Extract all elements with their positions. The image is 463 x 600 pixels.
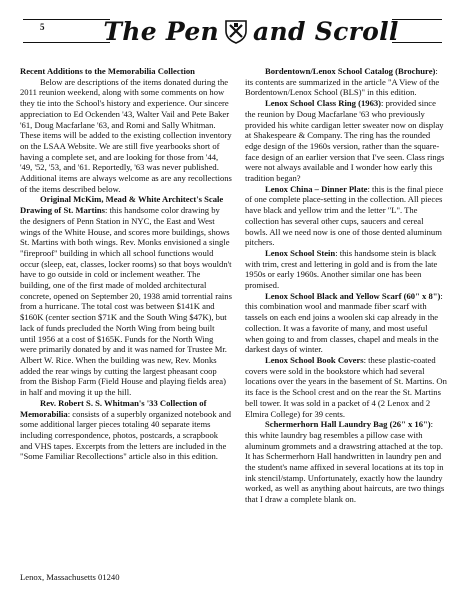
item-text: : this handsome stein is black with trim, crest and lettering in gold and is from the late 1950s or early 1960s. Another similar one has been promised. [245, 247, 438, 291]
item-text: : its contents are summarized in the article "A View of the Bordentown/Lenox School (BLS)" in this edition. [245, 66, 440, 98]
intro-paragraph: Below are descriptions of the items donated during the 2011 reunion weekend, along with some comments on how they tie into the School's history and experience. Our sincere appreciation to Ed Ockenden '43, Walter Vail and Pete Baker '61, Doug Macfarlane '63, and Romi and Sally Whitman. These items will be added to the existing collection inventory on the LSAA Website. We are still five yearbooks short of having a complete set, and are looking for those from '44, '49, '52, '53, and '61. Reportedly, '63 was never published. Additional items are always welcome as are any recollections of the items described below. [20, 76, 232, 194]
item-catalog [245, 66, 447, 98]
item-scarf [245, 291, 447, 355]
item-stein [245, 248, 447, 291]
section-heading: Recent Additions to the Memorabilia Collection [20, 66, 195, 76]
item-laundry-bag [245, 419, 447, 505]
item-book-covers [245, 355, 447, 419]
item-title: Lenox School Black and Yellow Scarf (60" x 8") [265, 290, 441, 301]
masthead-rule-bottom-right [392, 42, 442, 43]
item-title: Rev. Robert S. S. Whitman's '33 Collection of Memorabilia [20, 397, 207, 419]
item-title: Lenox China – Dinner Plate [265, 183, 368, 194]
item-whitman-collection [20, 398, 232, 462]
item-title: Lenox School Stein [265, 247, 336, 258]
title-left: The Pen [103, 16, 220, 46]
item-architect-drawing [20, 194, 232, 397]
title-right: and Scroll [253, 16, 399, 46]
item-text: : this combination wool and manmade fiber scarf with tassels on each end joins a woolen ski cap already in the collection. It was a favorite of many, and most useful when going to and from classes, chapel and meals in the darkest days of winter. [245, 290, 443, 355]
shield-crest-icon [223, 18, 249, 44]
masthead-rule-bottom-left [23, 42, 110, 43]
item-title: Bordentown/Lenox School Catalog (Brochure) [265, 66, 436, 76]
item-text: : provided since the reunion by Doug Macfarlane '63 who previously provided his white cardigan letter sweater now on display at Shakespeare & Company. The ring has the rounded edge design of the 1960s version, rather than the square-face design of an earlier version that I've seen. Class rings were not always available and I wonder how early this tradition began? [245, 98, 445, 184]
item-title: Original McKim, Mead & White Architect's Scale Drawing of St. Martins [20, 194, 224, 216]
item-text: : this is the final piece of one complete place-setting in the collection. All pieces have black and yellow trim and the letter "L". The collection has several other cups, saucers and cereal bowls. All we need now is one of those dented aluminum pitchers. [245, 183, 444, 248]
item-title: Lenox School Book Covers [265, 354, 364, 365]
item-class-ring [245, 98, 447, 184]
newsletter-title [103, 12, 399, 50]
masthead-rule-top-left [23, 19, 110, 20]
page-number: 5 [40, 22, 45, 32]
item-title: Lenox School Class Ring (1963) [265, 98, 382, 109]
masthead-rule-top-right [392, 19, 442, 20]
item-dinner-plate [245, 184, 447, 248]
item-text: : these plastic-coated covers were sold in the bookstore which had several locations over the years in the basement of St. Martins. On its face is the School crest and on the rear the St. Martins bell tower. It was sold in a packet of 4 (2 Lenox and 2 Elmira College) for 39 cents. [245, 354, 447, 419]
item-text: : this handsome color drawing by the designers of Penn Station in NYC, the East and West wings of the White House, and scores more buildings, shows St. Martins with both wings. Rev. Monks envisioned a single "fireproof" building in which all school functions would occur (sleep, eat, classes, locker rooms) so that boys wouldn't have to go outside in cold or inclement weather. The building, one of the first made of molded architectural concrete, opened on September 20, 1938 amid torrential rains from a hurricane. The total cost was between $141K and $160K (center section $71K and the South Wing $47K), but lack of funds precluded the North Wing from being built until 1956 at a cost of $165K. Funds for the North Wing were primarily donated by and it was named for Trustee Mr. Albert W. Rice. When the building was new, Rev. Monks added the rear wings by cutting the largest pheasant coop from the Bishop Farm (Field House and playing fields area) in half and moving it up the hill. [20, 205, 232, 398]
item-text: : this white laundry bag resembles a pillow case with aluminum grommets and a drawstring attached at the top. It has Schermerhorn Hall handwritten in laundry pen and the student's name affixed in several locations at its top in ink stencil/stamp. Unfortunately, exactly how the laundry worked, as well as anything about haircuts, are two things that I draw a complete blank on. [245, 419, 445, 505]
left-column [20, 66, 232, 462]
right-column [245, 66, 447, 505]
item-title: Schermerhorn Hall Laundry Bag (26" x 16") [265, 419, 431, 430]
footer-location: Lenox, Massachusetts 01240 [20, 572, 120, 582]
item-text: : consists of a superbly organized notebook and some additional larger pieces totaling 40 separate items including correspondence, photos, postcards, a scrapbook and VHS tapes. Excerpts from the letters are included in the "Some Familiar Recollections" article also in this edition. [20, 408, 232, 462]
